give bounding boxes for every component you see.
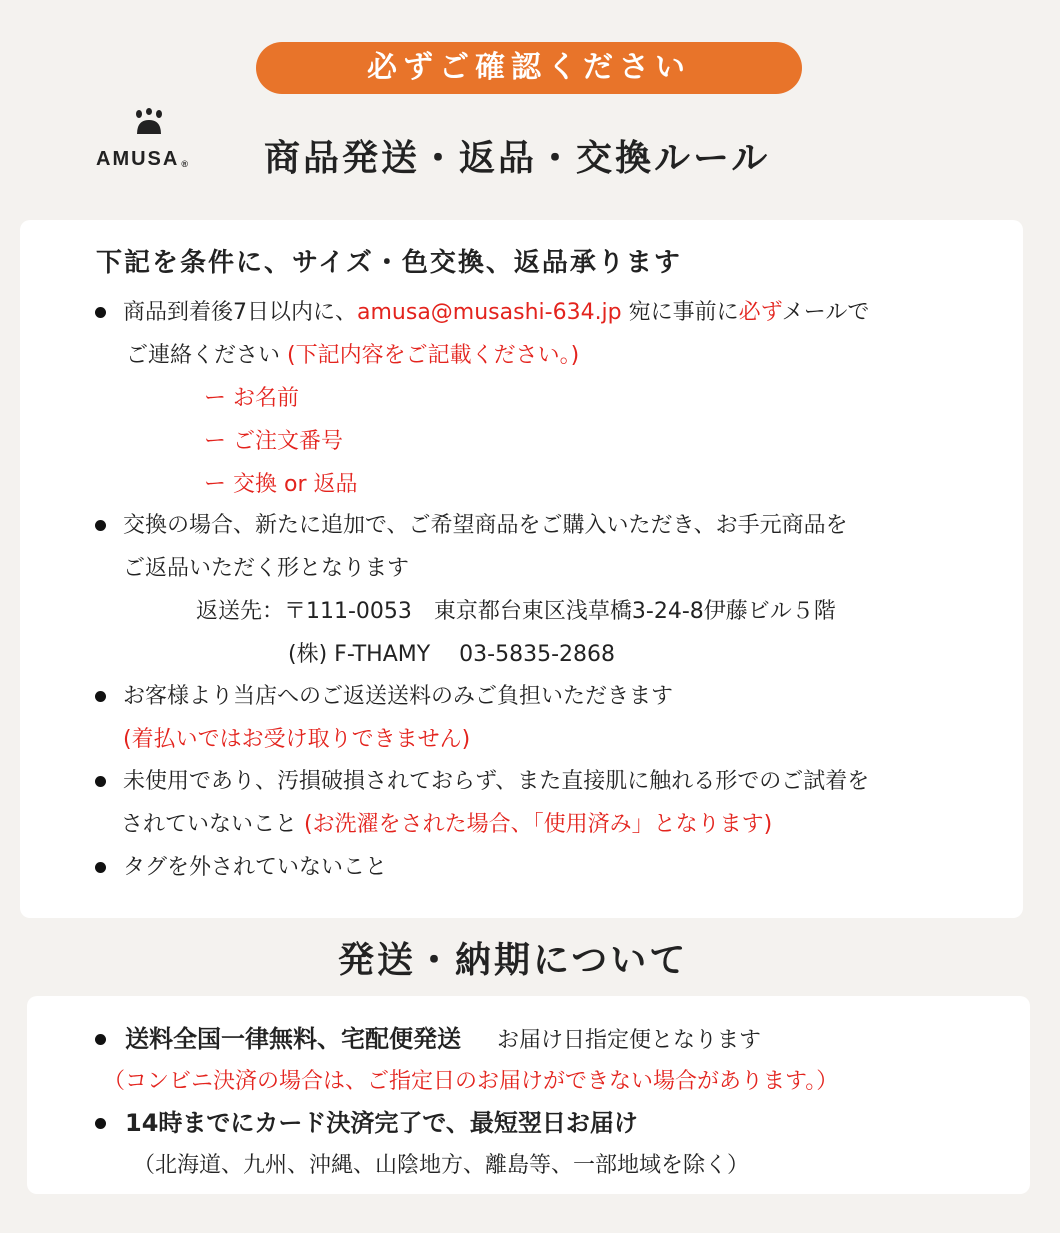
bullet-icon [95,520,106,531]
returns-item-shipping-cost: お客様より当店へのご返送送料のみご負担いただきます [123,684,674,709]
shipping-section-title: 発送・納期について [338,940,689,981]
returns-item-exchange: 交換の場合、新たに追加で、ご希望商品をご購入いただき、お手元商品を [123,513,848,538]
bullet-icon [95,691,106,702]
required-field-order-number: ー ご注文番号 [204,429,343,454]
required-field-exchange-or-return: ー 交換 or 返品 [204,472,358,497]
returns-item-condition-line2: されていないこと (お洗濯をされた場合、「使用済み」となります) [121,812,773,837]
bullet-icon [95,776,106,787]
return-address: 返送先：〒111-0053 東京都台東区浅草橋3-24-8伊藤ビル５階 [196,599,836,624]
returns-item-exchange-line2: ご返品いただく形となります [123,556,410,581]
returns-rules-card [20,220,1023,918]
logo-wordmark: AMUSA ® [96,148,188,170]
shipping-card [27,996,1030,1194]
shipping-item-next-day: 14時までにカード決済完了で、最短翌日お届け [125,1109,638,1137]
paw-icon [134,108,164,134]
returns-heading: 下記を条件に、サイズ・色交換、返品承ります [96,248,682,278]
confirm-badge: 必ずご確認ください [256,42,802,94]
amusa-logo [96,108,216,178]
shipping-item-free-note: （コンビニ決済の場合は、ご指定日のお届けができない場合があります。） [103,1069,839,1094]
returns-item-condition: 未使用であり、汚損破損されておらず、また直接肌に触れる形でのご試着を [123,769,870,794]
bullet-icon [95,862,106,873]
returns-item-tags: タグを外されていないこと [123,855,388,880]
returns-item-contact-line2: ご連絡ください (下記内容をご記載ください。) [126,343,580,368]
shipping-item-next-day-note: （北海道、九州、沖縄、山陰地方、離島等、一部地域を除く） [133,1153,750,1178]
return-company-phone: (株) F-THAMY 03-5835-2868 [288,642,616,667]
bullet-icon [95,1118,106,1129]
contact-email[interactable]: amusa@musashi-634.jp [357,300,622,325]
bullet-icon [95,307,106,318]
returns-item-shipping-cost-note: (着払いではお受け取りできません) [123,727,471,752]
required-field-name: ー お名前 [204,386,299,411]
returns-item-contact: 商品到着後7日以内に、amusa@musashi-634.jp 宛に事前に必ずメールで [123,300,870,325]
page-title: 商品発送・返品・交換ルール [264,138,771,179]
bullet-icon [95,1034,106,1045]
shipping-item-free: 送料全国一律無料、宅配便発送 お届け日指定便となります [125,1025,762,1053]
